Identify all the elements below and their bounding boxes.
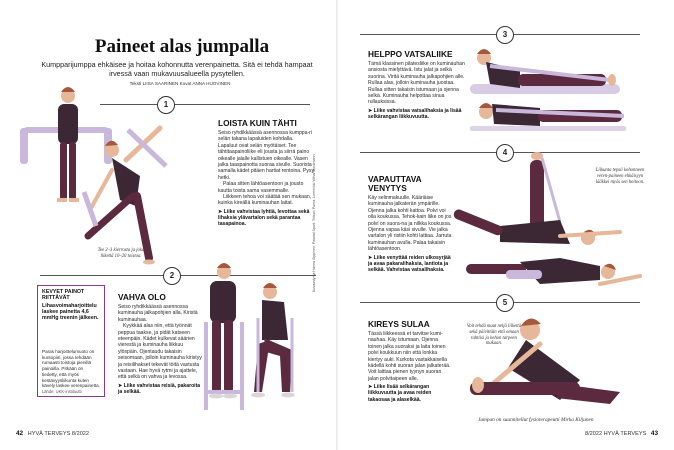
step-1-title: LOISTA KUIN TÄHTI [218,118,297,128]
step-3-text [368,50,466,120]
step2-squat-figure [204,263,244,410]
step2-squat-figure-2 [251,283,295,398]
sidebar-source: Lähde: UKK-instituutti [42,389,82,394]
step-3-paragraph: Tämä klassinen pilatesliike on kuminauhan ansiosta mielyttävä. Istu jalat ja selkä suorina. Viritä kuminauha jalkapohjien alle. Rullaa alas, jolloin kuminauha juostaa. Rullaa sitten takaisin istumaan ja ojenna selkä. Kuminauha helpottaa sinua rullauksissa. [368,61,465,106]
step-1-text [218,119,314,227]
step-1-paragraph: Palaa sitten lähtöasentoon ja jousto kautta toista sama vasemmalle. [218,181,304,194]
step-1-body [218,130,314,207]
step4-twist-figure [466,258,640,284]
right-folio [585,430,658,437]
step1-star-figure [84,128,166,265]
step-5-text [368,320,452,403]
step-2-tip: ➤ Liike vahvistaa reisiä, pakaroita ja selkää. [118,382,201,396]
step3-situp-figure [470,49,620,94]
step3-lying-figure [470,103,626,131]
article-lead: Kumpparijumppa ehkäisee ja hoitaa kohonnutta verenpainetta. Sitä ei tehdä hampaat irvessä vaan mukavuusalueella pysytellen. [41,60,313,78]
step-3-number: 3 [496,26,514,44]
article-credits: Teksti LIISA SAARINEN Kuvat ANNA HUOVINEN [129,81,231,86]
step-1-caption: Tee 2–3 kierrosta ja joka liikettä 10–20 toistoa. [97,248,145,259]
step-2-title: VAHVA OLO [118,292,166,302]
article-title: Paineet alas jumpalla [94,36,270,57]
step-1-number: 1 [157,96,175,114]
photo-credit-vertical: Kuvauslyhyt:Hanna Sippinen, Paswal Sport, Tribuni Puma, Lemmikki Wiha/Stockmann [312,154,316,292]
step-1-paragraph: Seiso ryhdikkäässä asennossa kumppa-ri selän takana lapaluiden kohdalla. Lapaluut ovat selän myötäiset. Tee tähtitaapainoliike eli jousta ja siirrä paino oikealle jalalle kallistuen oikealle. Vasen jalka taaspainotta suoraa sivulle. Suorista samalla kädet pitäen hartiat rentoina. Pysy hetki. [218,130,314,181]
step-1-paragraph: Liikkeen tehoa voi säätää sen mukaan, kuinka kireällä kuminauhan laitat. [218,194,312,207]
step-5-paragraph: Tässä liikkeessä et tarvitse kumi-nauhaa. Käy istumaan. Ojenna toinen jalka suoraksi ja laita toinen polvi koukkuun niin että lonkka kiertyy auki. Kurkota vastakkaisella kädellä kohti suoran jalan jalkaterää. Voit laittaa pienen tyynyn suoran jalan polvitaipeen alle. [368,331,451,382]
step-1-tip: ➤ Liike vahvistaa lyhtiä, levottaa sekä lihaksia ylävartalon sekä parantaa tasapainoa. [218,208,310,228]
step-4-body [368,195,452,253]
right-page-number: 43 [650,430,658,437]
photo-caption: Jumpan on suunnitellut fysioterapeutti Mirka Kiljunen [478,417,594,423]
step-4-number: 4 [496,144,514,162]
step-5-number: 5 [496,294,514,312]
info-sidebar [37,285,105,397]
step-5-title: KIREYS SULAA [368,319,430,329]
right-publication-name: 8/2022 HYVÄ TERVEYS [584,431,647,437]
step-2-body [118,304,202,381]
step-3-tip: ➤ Liike vahvistaa vatsalihaksia ja lisää selkärangan liikkuvuutta. [368,107,462,121]
step-4-text [368,175,452,273]
step-4-title: VAPAUTTAVA VENYTYS [368,174,422,193]
step-5-body [368,331,452,382]
sidebar-body: Paras harjoittelumuoto on kuntopiiri, jossa tehdään rumaasti toistoja pienillä painoilla. Pitkään on tiedetty, että myös kestävyysliikunta kuten kävely laskee verenpainetta. [42,349,100,389]
step-3-body [368,61,466,106]
step-4-caption: Liikunta tepsii kohonneen veren-paineen ehkäisyyn lääkkei myös sen hoitoon. [595,168,645,185]
step-2-text [118,293,202,395]
step-3-title: HELPPO VATSALIIKE [368,49,453,59]
step1-standing-figure [20,87,112,202]
sidebar-subtitle: Lihasvoimaharjoittelu laskee painetta 4,6 mmHg treenin jälkeen. [42,302,99,322]
step4-legup-figure [452,152,620,245]
step-5-tip: ➤ Liike lisää selkärangan liikkuvuutta ja avaa reiden takaosaa ja alaselkää. [368,384,432,403]
step-2-paragraph: Kyykkää alas niin, että työnnät peppua taakse, ja pidät katseen eteenpäin. Kädet kulkevat säärien vierestä ja kuminauha liikkuu ylöspäin. Ojentaudu takaisin seisomaan, jolloin kuminauha kiristyy ja reisilihakset tekevät töitä vastusta vastaan. Hae hyvä rytmi ja ajattele, että selkä on vahva ja levossa. [118,323,202,381]
step-2-number: 2 [163,267,181,285]
step-2-paragraph: Seiso ryhdikkäässä asennossa kuminauha jalkapohjien alla. Kiristä kuminauhaa. [118,304,198,323]
step-4-tip: ➤ Liike venyttää reiden ulkosyrjää ja avaa pakaralihaksia, lantiota ja selkää. Vahvistaa vatsalihaksia. [368,254,451,274]
left-page-number: 42 [16,430,24,437]
left-publication-name: HYVÄ TERVEYS 8/2022 [27,431,90,437]
sidebar-heading: KEVYET PAINOT RIITTÄVÄT [42,289,85,302]
step-4-paragraph: Käy selinmakuulle. Kääriäise kuminauha jalkaterän ympärille. Ojenna jalka kohti kattoa. Polvi voi olla koukussa. Tehok-kain liike on jos polvi on suora-na ja nilkka koukussa. Ojenna vapaa käsi sivulle. Vie jalka vartalon yli ristiin kohti lattiaa. Jarruta kuminauhan avulla. Palaa takaisin lähtöasentoon. [368,195,452,253]
step-5-caption: Voit tehdä muut neljä liikettä sekä päivittäin että omaan tahtiisi ja kehon tarpeen mukaan. [466,324,522,347]
left-folio [16,430,89,437]
sidebar-title [42,289,100,321]
